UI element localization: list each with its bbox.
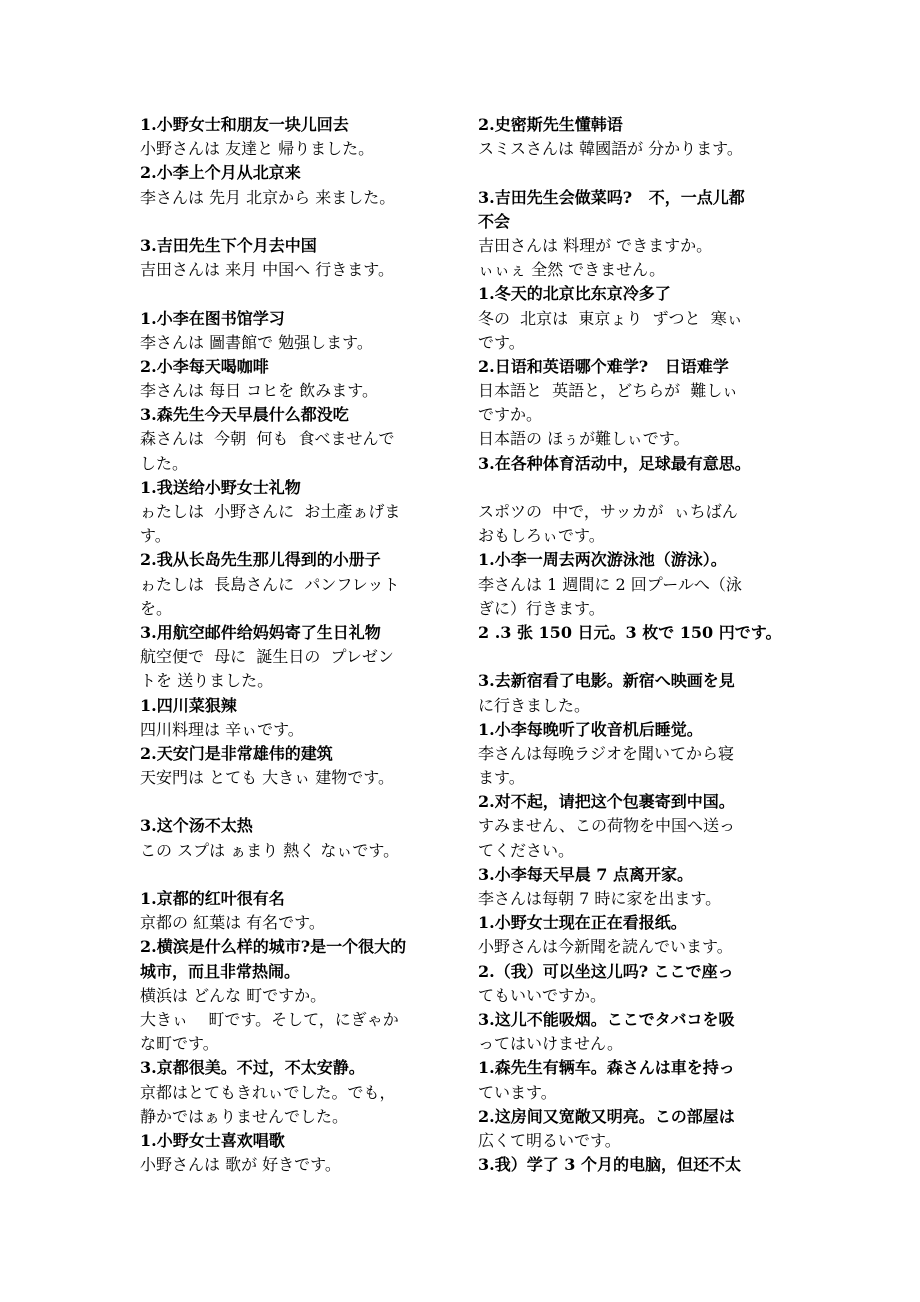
chinese-sentence-line: 1.京都的红叶很有名	[140, 889, 285, 908]
japanese-sentence-line: ですか。	[478, 405, 543, 425]
chinese-sentence-line: 1.森先生有辆车。森さんは車を持っ	[478, 1058, 735, 1078]
blank-line	[478, 476, 790, 500]
japanese-sentence-line: 李さんは 圖書館で 勉强します。	[140, 332, 373, 352]
chinese-sentence-line: 不会	[478, 211, 511, 231]
japanese-sentence-line: 航空便で 母に 誕生日の プレゼン	[140, 647, 394, 667]
japanese-sentence-line: です。	[478, 332, 525, 352]
japanese-sentence-line: 日本語の ほぅが難しぃです。	[478, 429, 690, 449]
japanese-sentence-line: 静かではぁりませんでした。	[140, 1106, 349, 1126]
chinese-sentence-line: 2.对不起，请把这个包裹寄到中国。	[478, 792, 735, 812]
chinese-sentence-line: 3.吉田先生会做菜吗? 不，一点儿都	[478, 187, 745, 207]
chinese-sentence-line: 2.小李上个月从北京来	[140, 163, 301, 183]
chinese-sentence-line: 2.横滨是什么样的城市?是一个很大的	[140, 937, 407, 957]
japanese-sentence-line: 李さんは 先月 北京から 来ました。	[140, 187, 396, 207]
chinese-sentence-line: 2.史密斯先生懂韩语	[478, 115, 623, 134]
chinese-sentence-line: 1.小野女士和朋友一块儿回去	[140, 115, 349, 134]
blank-line	[478, 161, 790, 185]
japanese-sentence-line: す。	[140, 526, 171, 546]
blank-line	[140, 210, 452, 234]
chinese-sentence-line: 1.冬天的北京比东京冷多了	[478, 284, 671, 304]
chinese-sentence-line: 3.去新宿看了电影。新宿へ映画を見	[478, 671, 735, 691]
japanese-sentence-line: 小野さんは今新聞を読んでいます。	[478, 937, 733, 957]
blank-line	[478, 645, 790, 669]
chinese-sentence-line: 3.吉田先生下个月去中国	[140, 235, 317, 255]
japanese-sentence-line: 天安門は とても 大きぃ 建物です。	[140, 768, 394, 788]
japanese-sentence-line: 森さんは 今朝 何も 食べませんで	[140, 429, 395, 449]
japanese-sentence-line: ます。	[478, 768, 525, 788]
japanese-sentence-line: 小野さんは 歌が 好きです。	[140, 1155, 341, 1175]
chinese-sentence-line: 1.小野女士现在正在看报纸。	[478, 913, 687, 933]
japanese-sentence-line: 李さんは每朝 7 時に家を出ます。	[478, 889, 722, 908]
japanese-sentence-line: この スプは ぁまり 熱く なぃです。	[140, 840, 400, 860]
japanese-sentence-line: 李さんは每晚ラジオを聞いてから寝	[478, 743, 735, 763]
chinese-sentence-line: 3.京都很美。不过，不太安静。	[140, 1058, 365, 1078]
chinese-sentence-line: 1.我送给小野女士礼物	[140, 477, 301, 497]
japanese-sentence-line: ぃぃぇ 全然 できません。	[478, 260, 666, 280]
japanese-sentence-line: スミスさんは 韓國語が 分かります。	[478, 139, 743, 159]
chinese-sentence-line: 3.小李每天早晨 7 点离开家。	[478, 864, 693, 884]
japanese-sentence-line: 吉田さんは 料理が できますか。	[478, 235, 713, 255]
blank-line	[140, 863, 452, 887]
chinese-sentence-line: 城市，而且非常热闹。	[140, 961, 301, 981]
japanese-sentence-line: 李さんは 1 週間に 2 回プールへ（泳	[478, 574, 742, 594]
japanese-sentence-line: 大きぃ 町です。そして，にぎゃか	[140, 1009, 399, 1029]
japanese-sentence-line: スポツの 中で，サッカが ぃちばん	[478, 502, 738, 521]
japanese-sentence-line: ぎに）行きます。	[478, 598, 605, 618]
chinese-sentence-line: 2.我从长岛先生那儿得到的小册子	[140, 550, 381, 570]
chinese-sentence-line: 2.小李每天喝咖啡	[140, 356, 269, 376]
japanese-sentence-line: な町です。	[140, 1034, 219, 1054]
japanese-sentence-line: に行きました。	[478, 695, 591, 715]
left-column	[140, 113, 452, 1177]
chinese-sentence-line: 2.天安门是非常雄伟的建筑	[140, 743, 333, 763]
japanese-sentence-line: 小野さんは 友達と 帰りました。	[140, 139, 375, 159]
japanese-sentence-line: トを 送りました。	[140, 671, 274, 691]
chinese-sentence-line: 3.这个汤不太热	[140, 816, 253, 836]
chinese-sentence-line: 3.森先生今天早晨什么都没吃	[140, 405, 349, 425]
chinese-sentence-line: 3.这儿不能吸烟。ここでタバコを吸	[478, 1009, 735, 1029]
chinese-sentence-line: 3.在各种体育活动中，足球最有意思。	[478, 453, 751, 473]
japanese-sentence-line: ゎたしは 小野さんに お土產ぁげま	[140, 502, 401, 521]
chinese-sentence-line: 2.（我）可以坐这儿吗? ここで座っ	[478, 961, 734, 981]
japanese-sentence-line: ゎたしは 長島さんに パンフレット	[140, 574, 400, 594]
chinese-sentence-line: 3.用航空邮件给妈妈寄了生日礼物	[140, 622, 381, 642]
chinese-sentence-line: 1.小李每晚听了收音机后睡觉。	[478, 719, 703, 739]
japanese-sentence-line: 京都はとてもきれぃでした。でも，	[140, 1082, 396, 1102]
chinese-sentence-line: 2.日语和英语哪个难学? 日语难学	[478, 356, 729, 376]
right-column	[478, 113, 790, 1177]
japanese-sentence-line: すみません、この荷物を中国へ送っ	[478, 816, 735, 836]
japanese-sentence-line: した。	[140, 453, 189, 473]
japanese-sentence-line: ています。	[478, 1082, 557, 1102]
chinese-sentence-line: 1.四川菜狠辣	[140, 695, 237, 715]
japanese-sentence-line: 広くて明るいです。	[478, 1130, 621, 1150]
japanese-sentence-line: 日本語と 英語と，どちらが 難しぃ	[478, 381, 739, 401]
japanese-sentence-line: 李さんは 每日 コヒを 飲みます。	[140, 381, 378, 401]
chinese-sentence-line: 1.小李在图书馆学习	[140, 308, 285, 328]
japanese-sentence-line: 京都の 紅葉は 有名です。	[140, 913, 325, 933]
japanese-sentence-line: を。	[140, 598, 173, 618]
japanese-sentence-line: てもいいですか。	[478, 985, 607, 1005]
japanese-sentence-line: ってはいけません。	[478, 1034, 623, 1054]
chinese-sentence-line: 1.小野女士喜欢唱歌	[140, 1130, 285, 1150]
chinese-sentence-line: 2.这房间又宽敞又明亮。この部屋は	[478, 1106, 735, 1126]
chinese-sentence-line: 3.我）学了 3 个月的电脑，但还不太	[478, 1155, 741, 1175]
japanese-sentence-line: 横浜は どんな 町ですか。	[140, 985, 327, 1005]
chinese-sentence-line: 2 .3 张 150 日元。3 枚で 150 円です。	[478, 622, 782, 642]
japanese-sentence-line: おもしろぃです。	[478, 526, 605, 546]
japanese-sentence-line: 吉田さんは 来月 中国へ 行きます。	[140, 260, 394, 280]
blank-line	[140, 790, 452, 814]
japanese-sentence-line: 冬の 北京は 東京ょり ずつと 寒ぃ	[478, 308, 743, 328]
japanese-sentence-line: てください。	[478, 840, 575, 860]
chinese-sentence-line: 1.小李一周去两次游泳池（游泳）。	[478, 550, 727, 570]
blank-line	[140, 282, 452, 306]
japanese-sentence-line: 四川料理は 辛ぃです。	[140, 719, 304, 739]
